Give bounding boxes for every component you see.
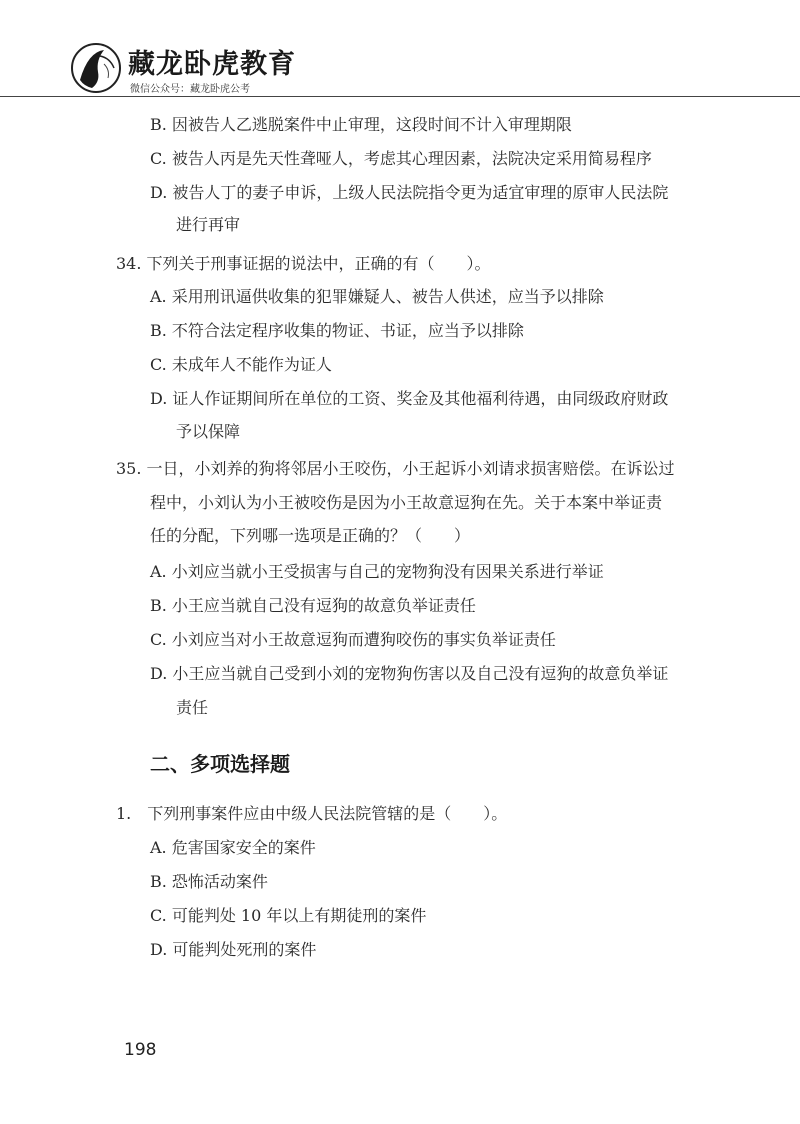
- q34-stem: 34. 下列关于刑事证据的说法中，正确的有（ ）。: [116, 254, 491, 273]
- q35-option-d-continued: 责任: [176, 698, 209, 717]
- mc1-option-a: A. 危害国家安全的案件: [150, 838, 316, 857]
- q33-option-c: C. 被告人丙是先天性聋哑人，考虑其心理因素，法院决定采用简易程序: [150, 149, 652, 168]
- q34-option-c: C. 未成年人不能作为证人: [150, 355, 332, 374]
- q34-option-d: D. 证人作证期间所在单位的工资、奖金及其他福利待遇，由同级政府财政: [150, 389, 669, 408]
- mc1-stem: 1. 下列刑事案件应由中级人民法院管辖的是（ ）。: [116, 804, 508, 823]
- section-title: 二、多项选择题: [150, 752, 290, 776]
- q34-option-d-continued: 予以保障: [176, 422, 241, 441]
- q35-option-c: C. 小刘应当对小王故意逗狗而遭狗咬伤的事实负举证责任: [150, 630, 556, 649]
- q35-option-a: A. 小刘应当就小王受损害与自己的宠物狗没有因果关系进行举证: [150, 562, 604, 581]
- page-header: [0, 0, 800, 100]
- q33-option-b: B. 因被告人乙逃脱案件中止审理，这段时间不计入审理期限: [150, 115, 572, 134]
- crane-logo-icon: [70, 42, 122, 94]
- mc1-option-b: B. 恐怖活动案件: [150, 872, 268, 891]
- mc1-option-d: D. 可能判处死刑的案件: [150, 940, 317, 959]
- mc1-option-c: C. 可能判处 10 年以上有期徒刑的案件: [150, 906, 427, 925]
- q33-option-d-continued: 进行再审: [176, 215, 241, 234]
- brand-title: 藏龙卧虎教育: [128, 49, 296, 80]
- q35-stem: 35. 一日，小刘养的狗将邻居小王咬伤，小王起诉小刘请求损害赔偿。在诉讼过: [116, 459, 675, 478]
- page-number: 198: [124, 1040, 157, 1060]
- q33-option-d: D. 被告人丁的妻子申诉，上级人民法院指令更为适宜审理的原审人民法院: [150, 183, 669, 202]
- q35-stem-line-3: 任的分配，下列哪一选项是正确的？（ ）: [150, 526, 471, 545]
- q35-option-b: B. 小王应当就自己没有逗狗的故意负举证责任: [150, 596, 476, 615]
- q35-option-d: D. 小王应当就自己受到小刘的宠物狗伤害以及自己没有逗狗的故意负举证: [150, 664, 669, 683]
- header-divider: [0, 96, 800, 97]
- q35-stem-line-2: 程中，小刘认为小王被咬伤是因为小王故意逗狗在先。关于本案中举证责: [150, 493, 663, 512]
- q34-option-a: A. 采用刑讯逼供收集的犯罪嫌疑人、被告人供述，应当予以排除: [150, 287, 604, 306]
- brand-subtitle: 微信公众号：藏龙卧虎公考: [130, 84, 250, 95]
- q34-option-b: B. 不符合法定程序收集的物证、书证，应当予以排除: [150, 321, 524, 340]
